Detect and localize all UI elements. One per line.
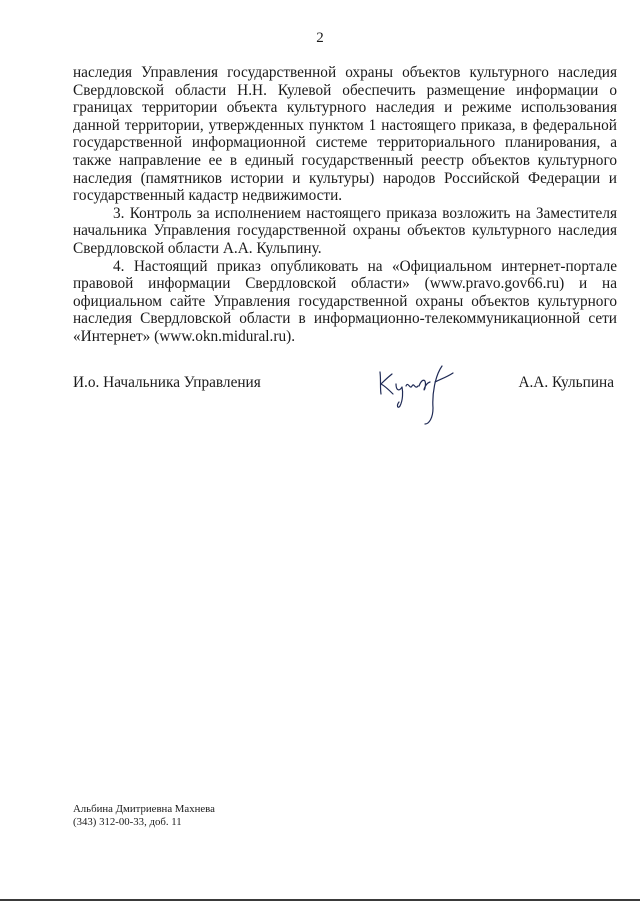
paragraph-3: 3. Контроль за исполнением настоящего приказа возложить на Заместителя начальника Управления государственной охраны объектов культурного наследия Свердловской области А.А. Кульпину. <box>73 204 617 257</box>
executor-phone: (343) 312-00-33, доб. 11 <box>73 816 182 828</box>
signature-block <box>73 374 617 394</box>
document-body <box>73 64 617 346</box>
scan-edge-line <box>0 899 640 901</box>
signatory-title: И.о. Начальника Управления <box>73 374 261 391</box>
executor-info <box>73 803 215 829</box>
handwritten-signature <box>372 362 458 428</box>
signatory-name: А.А. Кульпина <box>518 374 614 391</box>
paragraph-4: 4. Настоящий приказ опубликовать на «Официальном интернет-портале правовой информации Свердловской области» (www.pravo.gov66.ru) и на официальном сайте Управления государственной охраны объектов культурного наследия Свердловской области в информационно-телекоммуникационной сети «Интернет» (www.okn.midural.ru). <box>73 257 617 345</box>
page-number: 2 <box>316 30 324 46</box>
paragraph-continued: наследия Управления государственной охраны объектов культурного наследия Свердловской области Н.Н. Кулевой обеспечить размещение информации о границах территории объекта культурного наследия и режиме использования данной территории, утвержденных пунктом 1 настоящего приказа, в федеральной государственной информационной системе территориального планирования, а также направление ее в единый государственный реестр объектов культурного наследия (памятников истории и культуры) народов Российской Федерации и государственный кадастр недвижимости. <box>73 64 617 205</box>
executor-name: Альбина Дмитриевна Махнева <box>73 803 215 815</box>
